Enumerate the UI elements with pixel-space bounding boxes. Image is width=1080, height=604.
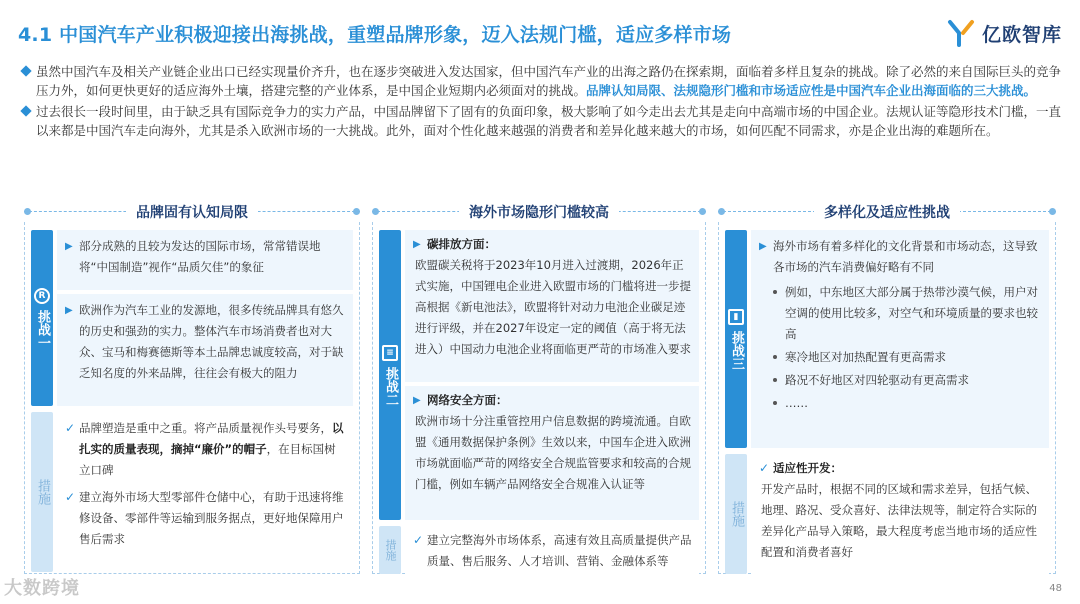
challenge-box xyxy=(57,230,353,290)
column-title: 品牌固有认知局限 xyxy=(126,202,258,222)
registered-icon: R xyxy=(34,288,50,304)
check-icon: ✓ xyxy=(65,421,76,435)
measure-tab: 措施 xyxy=(379,526,401,574)
challenge-tab: ▮ 挑战三 xyxy=(725,230,747,448)
brand-logo xyxy=(946,16,1062,50)
header xyxy=(18,14,1062,54)
intro-p1-text: 虽然中国汽车及相关产业链企业出口已经实现量价齐升，也在逐步突破进入发达国家，但中国汽车产业的出海之路仍在探索期，面临着多样且复杂的挑战。除了必然的来自国际巨头的竞争压力外，如何更快更好的适应海外土壤，搭建完整的产业体系，是中国企业短期内必须面对的挑战。 xyxy=(36,64,1062,98)
triangle-bullet-icon: ▶ xyxy=(413,395,421,406)
column-header xyxy=(372,204,706,221)
logo-icon xyxy=(946,18,976,48)
list-item: ▶ 欧洲作为汽车工业的发源地，很多传统品牌具有悠久的历史和强劲的实力。整体汽车市场消费者也对大众、宝马和梅赛德斯等本土品牌忠诚度较高，对于缺乏知名度的外来品牌，往往会有极大的阻力 xyxy=(63,300,345,384)
challenge-box: ▶ 网络安全方面： 欧洲市场十分注重管控用户信息数据的跨境流通。自欧盟《通用数据保护条例》生效以来，中国车企进入欧洲市场就面临严苛的网络安全合规监管要求和较高的合规门槛，例如车辆产品网络安全合规准入认证等 xyxy=(405,386,699,520)
chart-icon: ▮ xyxy=(728,309,744,325)
challenge-tab: ≡ 挑战二 xyxy=(379,230,401,520)
challenge-box: ▶ 碳排放方面： 欧盟碳关税将于2023年10月进入过渡期，2026年正式实施，中国锂电企业进入欧盟市场的门槛将进一步提高根据《新电池法》，欧盟将针对动力电池企业碳足迹进行评级，并在2027年设定一定的阈值（高于将无法进入）中国动力电池企业将面临更严苛的市场准入要求 xyxy=(405,230,699,382)
measure-tab: 措施 xyxy=(31,412,53,572)
challenge-tab: R 挑战一 xyxy=(31,230,53,406)
check-icon: ✓ xyxy=(759,461,770,475)
document-icon: ≡ xyxy=(382,345,398,361)
logo-text: 亿欧智库 xyxy=(981,23,1062,46)
page-number: 48 xyxy=(1049,583,1062,594)
column-header xyxy=(24,204,360,221)
sub-item: 例如，中东地区大部分属于热带沙漠气候，用户对空调的使用比较多，对空气和环境质量的要求也较高 xyxy=(757,282,1041,345)
column-brand xyxy=(24,204,360,574)
column-header xyxy=(718,204,1056,221)
list-item: ▶ 网络安全方面： xyxy=(411,390,693,411)
list-item: ✓ 建立完整海外市场体系，高速有效且高质量提供产品质量、售后服务、人才培训、营销、金融体系等 xyxy=(411,530,693,572)
diamond-bullet-icon xyxy=(20,105,31,116)
measure-box xyxy=(405,526,699,574)
list-item: ▶ 海外市场有着多样化的文化背景和市场动态，这导致各市场的汽车消费偏好略有不同 xyxy=(757,236,1041,278)
list-item: ▶ 碳排放方面： xyxy=(411,234,693,255)
sub-item: …… xyxy=(757,393,1041,414)
column-title: 多样化及适应性挑战 xyxy=(814,202,960,222)
list-item: ▶ 部分成熟的且较为发达的国际市场，常常错误地将“中国制造”视作“品质欠佳”的象征 xyxy=(63,236,345,278)
triangle-bullet-icon: ▶ xyxy=(65,241,73,252)
column-body xyxy=(24,222,360,574)
column-adaptability xyxy=(718,204,1056,574)
triangle-bullet-icon: ▶ xyxy=(65,305,73,316)
intro xyxy=(22,62,1062,142)
intro-paragraph xyxy=(22,62,1062,100)
triangle-bullet-icon: ▶ xyxy=(413,239,421,250)
column-regulation xyxy=(372,204,706,574)
watermark: 大数跨境 xyxy=(4,578,80,599)
triangle-bullet-icon: ▶ xyxy=(759,241,767,252)
intro-p2-text: 过去很长一段时间里，由于缺乏具有国际竞争力的实力产品，中国品牌留下了固有的负面印象，极大影响了如今走出去尤其是走向中高端市场的中国企业。法规认证等隐形技术门槛，一直以来都是中国汽车走向海外，尤其是杀入欧洲市场的一大挑战。此外，面对个性化越来越强的消费者和差异化越来越大的市场，如何匹配不同需求，亦是企业出海的难题所在。 xyxy=(36,104,1062,138)
sub-item: 路况不好地区对四轮驱动有更高需求 xyxy=(757,370,1041,391)
page-title: 4.1 中国汽车产业积极迎接出海挑战，重塑品牌形象，迈入法规门槛，适应多样市场 xyxy=(18,24,732,46)
measure-box: ✓ 适应性开发： 开发产品时，根据不同的区域和需求差异，包括气候、地理、路况、受众喜好、法律法规等，制定符合实际的差异化产品导入策略，最大程度考虑当地市场的适应性配置和消费者喜好 xyxy=(751,454,1049,574)
check-icon: ✓ xyxy=(65,490,76,504)
check-icon: ✓ xyxy=(413,533,424,547)
list-item: ✓ 建立海外市场大型零部件仓储中心，有助于迅速将维修设备、零部件等运输到服务据点，更好地保障用户售后需求 xyxy=(63,487,345,550)
measure-box xyxy=(57,412,353,572)
column-title: 海外市场隐形门槛较高 xyxy=(459,202,619,222)
sub-item: 寒冷地区对加热配置有更高需求 xyxy=(757,347,1041,368)
list-item: ✓ 适应性开发： xyxy=(757,458,1041,479)
intro-p1-highlight: 品牌认知局限、法规隐形门槛和市场适应性是中国汽车企业出海面临的三大挑战。 xyxy=(586,83,1037,98)
measure-tab: 措施 xyxy=(725,454,747,574)
diamond-bullet-icon xyxy=(20,65,31,76)
list-item: ✓ 品牌塑造是重中之重。将产品质量视作头号要务，以扎实的质量表现，摘掉“廉价”的帽子，在目标国树立口碑 xyxy=(63,418,345,481)
challenge-box xyxy=(751,230,1049,448)
column-body xyxy=(718,222,1056,574)
intro-paragraph xyxy=(22,102,1062,140)
challenge-box xyxy=(57,294,353,406)
column-body xyxy=(372,222,706,574)
